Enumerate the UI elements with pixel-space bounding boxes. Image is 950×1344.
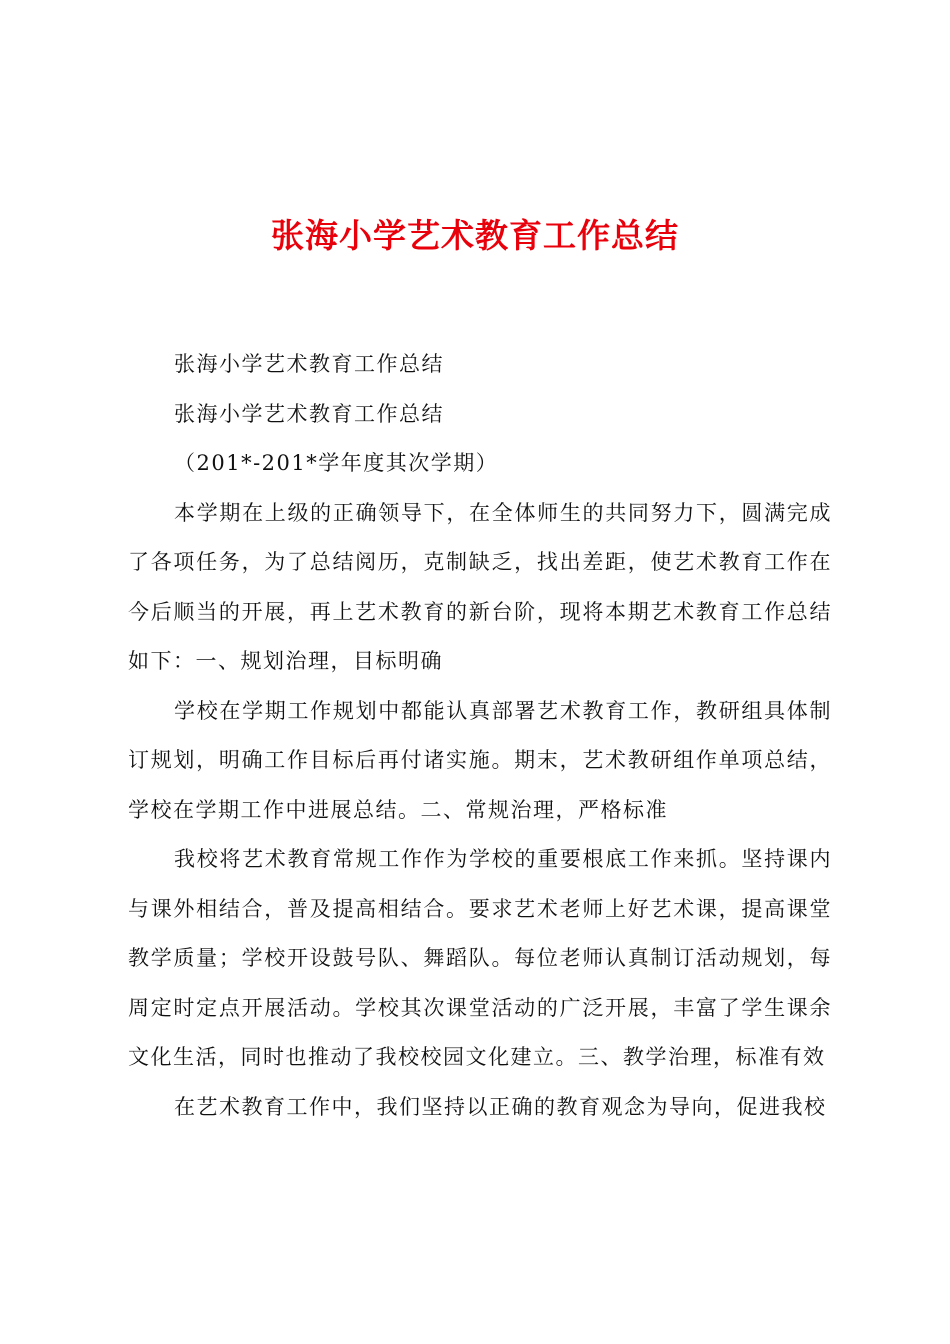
paragraph-routine: 我校将艺术教育常规工作作为学校的重要根底工作来抓。坚持课内与课外相结合，普及提高相结合。要求艺术老师上好艺术课，提高课堂教学质量；学校开设鼓号队、舞蹈队。每位老师认真制订活动规划，每周定时定点开展活动。学校其次课堂活动的广泛开展，丰富了学生课余文化生活，同时也推动了我校校园文化建立。三、教学治理，标准有效 [128, 847, 832, 1069]
paragraph-teaching: 在艺术教育工作中，我们坚持以正确的教育观念为导向，促进我校 [174, 1094, 827, 1119]
paragraph-planning: 学校在学期工作规划中都能认真部署艺术教育工作，教研组具体制订规划，明确工作目标后再付诸实施。期末，艺术教研组作单项总结，学校在学期工作中进展总结。二、常规治理，严格标准 [128, 698, 832, 822]
paragraph-subtitle-2: 张海小学艺术教育工作总结 [174, 401, 444, 426]
document-body [128, 340, 832, 1132]
paragraph-subtitle-1: 张海小学艺术教育工作总结 [174, 352, 444, 376]
paragraph-term: （201*-201*学年度其次学期） [174, 451, 499, 475]
document-title: 张海小学艺术教育工作总结 [271, 216, 679, 255]
paragraph-intro: 本学期在上级的正确领导下，在全体师生的共同努力下，圆满完成了各项任务，为了总结阅历，克制缺乏，找出差距，使艺术教育工作在今后顺当的开展，再上艺术教育的新台阶，现将本期艺术教育工作总结如下：一、规划治理，目标明确 [128, 500, 832, 673]
